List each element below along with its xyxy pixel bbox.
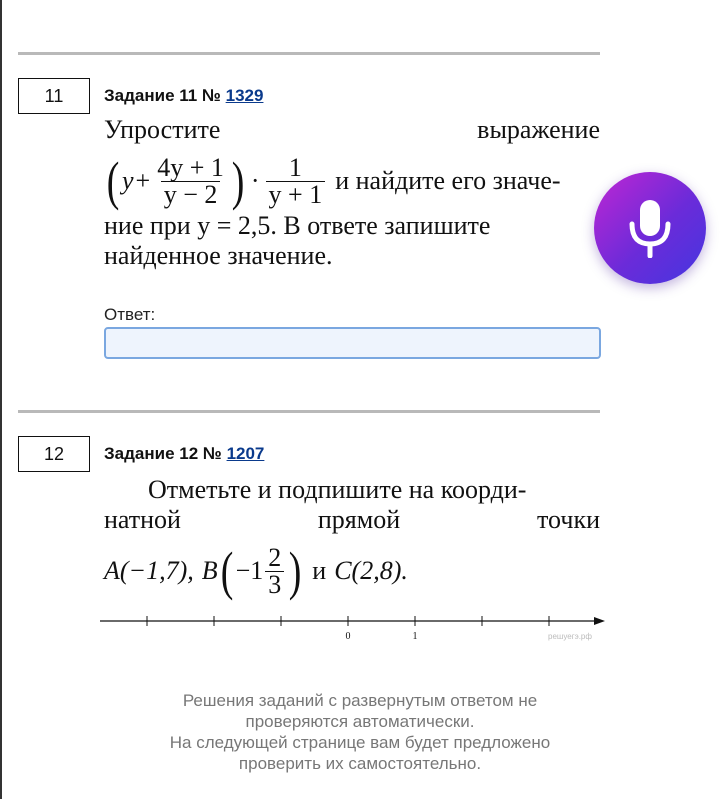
var-y: y <box>121 166 134 195</box>
answer-label: Ответ: <box>104 305 156 324</box>
task-heading <box>104 86 263 106</box>
footer-line: проверяются автоматически. <box>245 712 475 731</box>
and-word: и <box>312 556 327 585</box>
fraction <box>154 152 227 209</box>
task-text-line <box>104 504 600 536</box>
footer-line: Решения заданий с развернутым ответом не <box>182 691 538 710</box>
numerator: 4y + 1 <box>157 152 224 182</box>
numerator: 2 <box>268 542 282 572</box>
separator-top <box>18 52 600 55</box>
dot-sign: · <box>250 166 260 195</box>
word: натной <box>104 505 181 534</box>
axis-arrow <box>594 617 605 625</box>
microphone-icon <box>625 198 675 258</box>
point-b-label: B <box>201 556 218 585</box>
point-c: C(2,8). <box>334 556 408 585</box>
denominator: 3 <box>265 571 284 598</box>
tick-label-one: 1 <box>412 631 418 642</box>
footer-line: На следующей странице вам будет предложено <box>169 733 551 752</box>
number-line <box>100 607 605 647</box>
footer-line: проверить их самостоятельно. <box>238 754 482 773</box>
voice-input-button[interactable] <box>594 172 706 284</box>
left-border <box>0 0 2 799</box>
math-expression <box>104 150 561 212</box>
task-text: и найдите его значе- <box>335 166 561 195</box>
task-heading-text: Задание 11 № <box>104 86 226 105</box>
points-expression <box>104 540 408 602</box>
separator-middle <box>18 410 600 413</box>
fraction <box>266 152 326 209</box>
task-link[interactable]: 1329 <box>225 86 264 105</box>
close-paren: ) <box>288 541 302 601</box>
watermark: решуегэ.рф <box>548 632 592 641</box>
task-heading-text: Задание 12 № <box>104 444 227 463</box>
point-a: A(−1,7), <box>104 556 194 585</box>
task-link[interactable]: 1207 <box>226 444 265 463</box>
open-paren: ( <box>220 541 233 601</box>
task-text-line <box>104 114 600 146</box>
plus-sign: + <box>135 166 151 195</box>
footer-note <box>60 690 660 774</box>
denominator: y + 1 <box>266 181 326 208</box>
close-paren: ) <box>231 151 245 211</box>
answer-input[interactable] <box>104 327 601 359</box>
task-number-box: 12 <box>18 436 90 472</box>
numerator: 1 <box>288 152 302 182</box>
point-b-minus: −1 <box>235 556 264 585</box>
fraction <box>265 542 284 599</box>
open-paren: ( <box>106 151 120 211</box>
task-number-box: 11 <box>18 78 90 114</box>
task-text-line: ние при y = 2,5. В ответе запишите <box>104 211 491 240</box>
word: прямой <box>317 505 401 534</box>
task-heading <box>104 444 264 464</box>
denominator: y − 2 <box>161 181 221 208</box>
word: Упростите <box>104 115 221 144</box>
word: выражение <box>477 115 600 144</box>
word: точки <box>537 505 600 534</box>
tick-label-zero: 0 <box>345 631 351 642</box>
task-text-line: Отметьте и подпишите на коорди- <box>148 475 527 504</box>
task-text-line: найденное значение. <box>104 241 333 270</box>
